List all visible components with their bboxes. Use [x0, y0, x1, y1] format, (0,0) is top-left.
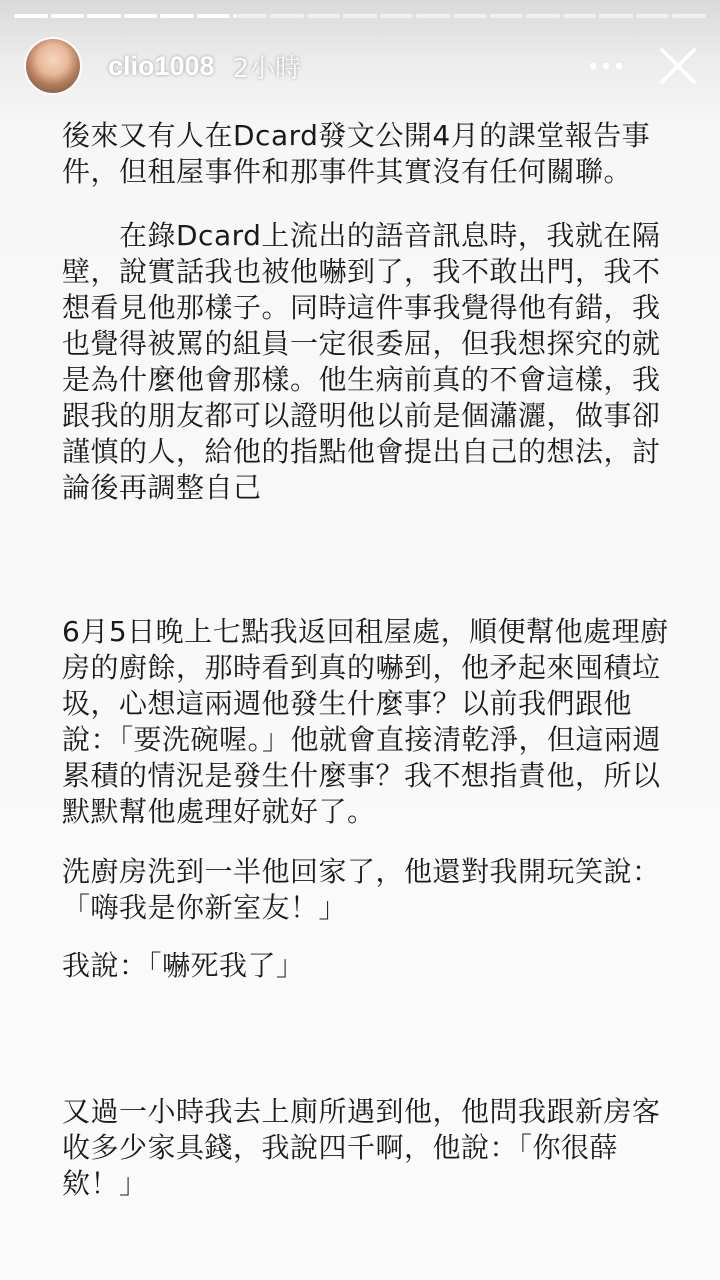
close-button[interactable] [656, 44, 700, 88]
progress-segment [490, 14, 524, 18]
more-options-button[interactable] [584, 44, 628, 88]
progress-segment [526, 14, 560, 18]
progress-segment [636, 14, 670, 18]
paragraph-3: 6月5日晚上七點我返回租屋處，順便幫他處理廚房的廚餘，那時看到真的嚇到，他矛起來囤積垃圾，心想這兩週他發生什麼事？以前我們跟他說：「要洗碗喔。」他就會直接清乾淨，但這兩週累積的情況是發生什麼事？我不想指責他，所以默默幫他處理好就好了。 [62, 615, 669, 828]
close-icon [656, 44, 700, 88]
progress-segment [672, 14, 706, 18]
progress-segment-fill [51, 14, 85, 18]
progress-segment [416, 14, 450, 18]
progress-segment [197, 14, 231, 18]
progress-segment [453, 14, 487, 18]
username[interactable]: clio1008 [108, 50, 215, 81]
progress-segment [14, 14, 48, 18]
more-horizontal-icon [589, 62, 623, 70]
progress-segment-fill [124, 14, 158, 18]
avatar[interactable] [24, 37, 82, 95]
progress-segment [160, 14, 194, 18]
progress-segment [380, 14, 414, 18]
paragraph-4: 洗廚房洗到一半他回家了，他還對我開玩笑說：「嗨我是你新室友！」 [62, 855, 661, 924]
progress-segment-fill [197, 14, 231, 18]
progress-segment [343, 14, 377, 18]
progress-segment [270, 14, 304, 18]
progress-segment [563, 14, 597, 18]
story-header [24, 36, 700, 96]
progress-segment [599, 14, 633, 18]
progress-segment [233, 14, 267, 18]
time-ago: 2小時 [232, 53, 302, 84]
progress-segment [124, 14, 158, 18]
progress-segment-fill [160, 14, 194, 18]
progress-segment-fill [87, 14, 121, 18]
progress-segment-fill [233, 14, 236, 18]
progress-segment [307, 14, 341, 18]
paragraph-6: 又過一小時我去上廁所遇到他，他問我跟新房客收多少家具錢，我說四千啊，他說：「你很薛欸！」 [62, 1095, 661, 1200]
paragraph-1: 後來又有人在Dcard發文公開4月的課堂報告事件，但租屋事件和那事件其實沒有任何關聯。 [62, 119, 651, 188]
story-text-content [62, 118, 674, 1202]
paragraph-2: 在錄Dcard上流出的語音訊息時，我就在隔壁，說實話我也被他嚇到了，我不敢出門，我不想看見他那樣子。同時這件事我覺得他有錯，我也覺得被罵的組員一定很委屈，但我想探究的就是為什麼他會那樣。他生病前真的不會這樣，我跟我的朋友都可以證明他以前是個瀟灑，做事卻謹慎的人，給他的指點他會提出自己的想法，討論後再調整自己 [62, 219, 661, 504]
paragraph-5: 我說：「嚇死我了」 [62, 949, 305, 982]
progress-segment [87, 14, 121, 18]
story-progress-bar [14, 14, 706, 18]
progress-segment-fill [14, 14, 48, 18]
progress-segment [51, 14, 85, 18]
